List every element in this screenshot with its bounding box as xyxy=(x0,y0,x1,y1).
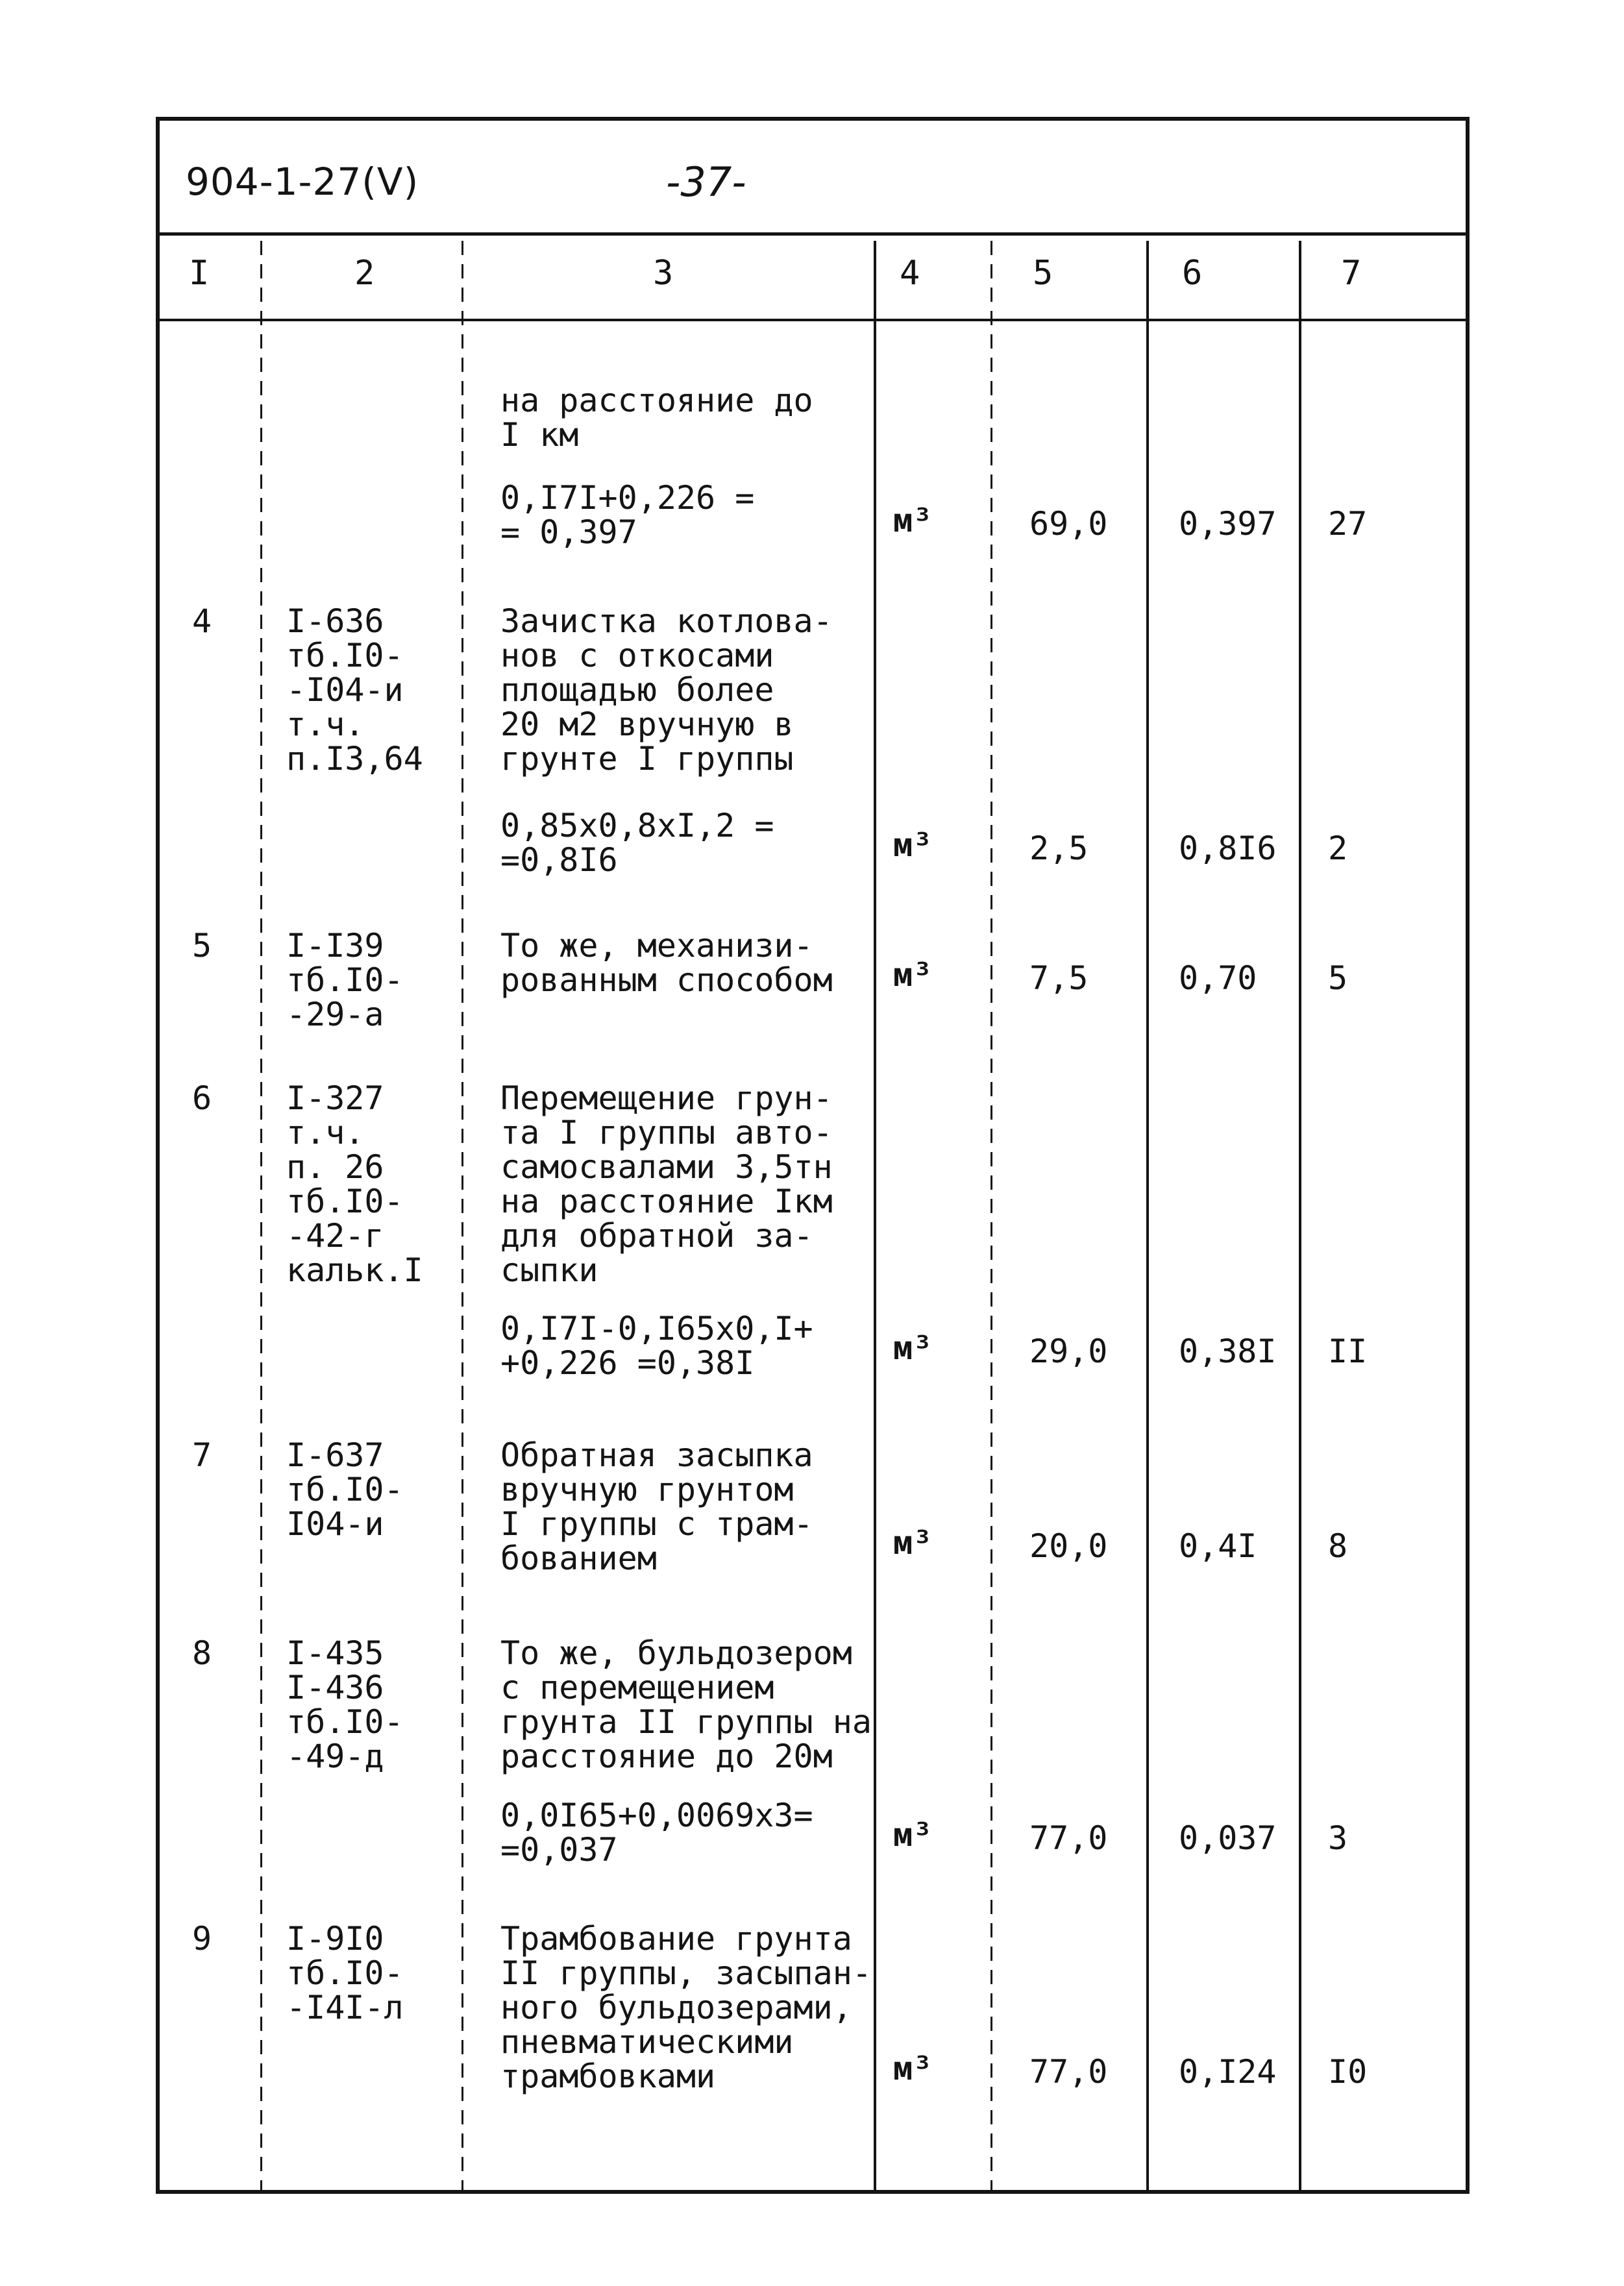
column-divider-1 xyxy=(260,241,262,2190)
column-number-3: 3 xyxy=(653,254,674,293)
row-description: на расстояние до I км xyxy=(500,382,813,454)
row-quantity: 77,0 xyxy=(1029,2053,1108,2091)
row-unit: м³ xyxy=(893,2050,933,2087)
row-unit: м³ xyxy=(893,502,933,539)
row-description: То же, механизи- рованным способом xyxy=(500,927,833,999)
column-divider-6 xyxy=(1299,241,1301,2190)
column-divider-2 xyxy=(461,241,463,2190)
column-header-divider xyxy=(160,319,1466,321)
row-description: Обратная засыпка вручную грунтом I группы с трам- бованием xyxy=(500,1436,813,1577)
column-divider-3 xyxy=(874,241,876,2190)
column-number-6: 6 xyxy=(1182,254,1203,293)
column-number-4: 4 xyxy=(900,254,920,293)
row-total: 5 xyxy=(1328,959,1348,997)
row-code: I-9I0 тб.I0- -I4I-л xyxy=(286,1920,404,2026)
row-unit: м³ xyxy=(893,826,933,864)
row-description: Трамбование грунта II группы, засыпан- ного бульдозерами, пневматическими трамбовками xyxy=(500,1920,872,2095)
row-total: 3 xyxy=(1328,1819,1348,1857)
row-total: 27 xyxy=(1328,505,1368,543)
row-code: I-435 I-436 тб.I0- -49-д xyxy=(286,1634,404,1775)
row-code: I-636 тб.I0- -I04-и т.ч. п.I3,64 xyxy=(286,602,423,778)
row-quantity: 77,0 xyxy=(1029,1819,1108,1857)
row-norm: 0,8I6 xyxy=(1179,830,1277,867)
row-norm: 0,037 xyxy=(1179,1819,1277,1857)
page-number: -37- xyxy=(666,158,746,206)
row-code: I-637 тб.I0- I04-и xyxy=(286,1436,404,1543)
column-number-2: 2 xyxy=(354,254,375,293)
row-code: I-327 т.ч. п. 26 тб.I0- -42-г кальк.I xyxy=(286,1079,423,1289)
header-divider xyxy=(160,232,1466,236)
row-total: I0 xyxy=(1328,2053,1368,2091)
row-description: То же, бульдозером с перемещением грунта II группы на расстояние до 20м xyxy=(500,1634,872,1775)
row-quantity: 7,5 xyxy=(1029,959,1089,997)
row-description: Зачистка котлова- нов с откосами площадью более 20 м2 вручную в грунте I группы xyxy=(500,602,833,778)
row-number: 7 xyxy=(192,1436,212,1474)
row-norm: 0,397 xyxy=(1179,505,1277,543)
column-divider-5 xyxy=(1146,241,1149,2190)
row-description: 0,I7I-0,I65х0,I+ +0,226 =0,38I xyxy=(500,1310,813,1382)
row-description: 0,0I65+0,0069х3= =0,037 xyxy=(500,1797,813,1869)
document-code: 904-1-27(V) xyxy=(186,160,419,204)
row-unit: м³ xyxy=(893,1329,933,1367)
row-quantity: 2,5 xyxy=(1029,830,1089,867)
row-number: 6 xyxy=(192,1079,212,1117)
row-norm: 0,4I xyxy=(1179,1527,1257,1565)
row-unit: м³ xyxy=(893,1524,933,1562)
row-number: 4 xyxy=(192,602,212,640)
column-number-1: I xyxy=(189,254,210,293)
document-sheet xyxy=(156,117,1470,2194)
column-divider-4 xyxy=(990,241,992,2190)
row-unit: м³ xyxy=(893,1816,933,1854)
row-quantity: 20,0 xyxy=(1029,1527,1108,1565)
row-number: 8 xyxy=(192,1634,212,1672)
row-norm: 0,I24 xyxy=(1179,2053,1277,2091)
row-total: II xyxy=(1328,1333,1368,1370)
row-norm: 0,70 xyxy=(1179,959,1257,997)
column-number-5: 5 xyxy=(1033,254,1053,293)
row-description: 0,I7I+0,226 = = 0,397 xyxy=(500,479,755,551)
row-unit: м³ xyxy=(893,956,933,994)
row-quantity: 29,0 xyxy=(1029,1333,1108,1370)
row-quantity: 69,0 xyxy=(1029,505,1108,543)
row-total: 8 xyxy=(1328,1527,1348,1565)
row-norm: 0,38I xyxy=(1179,1333,1277,1370)
row-number: 5 xyxy=(192,927,212,965)
row-description: 0,85х0,8хI,2 = =0,8I6 xyxy=(500,807,774,879)
column-number-7: 7 xyxy=(1341,254,1362,293)
row-code: I-I39 тб.I0- -29-а xyxy=(286,927,404,1033)
row-number: 9 xyxy=(192,1920,212,1958)
row-total: 2 xyxy=(1328,830,1348,867)
row-description: Перемещение грун- та I группы авто- самосвалами 3,5тн на расстояние Iкм для обратной за- сыпки xyxy=(500,1079,833,1289)
